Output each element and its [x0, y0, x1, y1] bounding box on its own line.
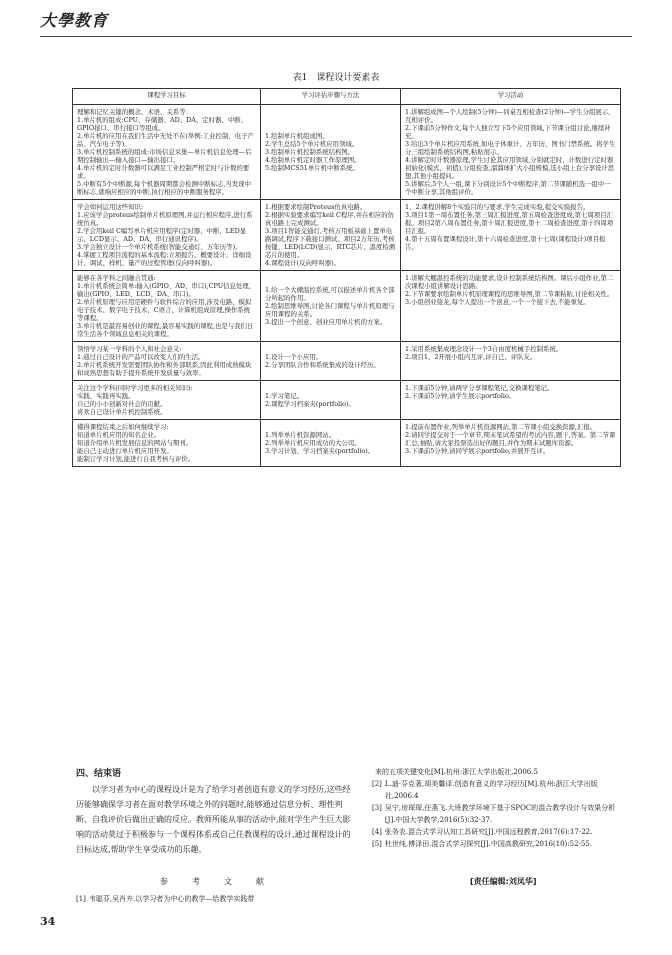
table-header-row: [73, 89, 621, 105]
activity-cell: [401, 200, 621, 271]
cell-line: 懂得课程结束之后如何继续学习:: [77, 423, 169, 431]
reference-item: [372, 826, 622, 838]
section-heading: 四、结束语: [76, 769, 122, 779]
reference-item: [372, 838, 622, 850]
cell-line: 能够在各学科之间融合贯通:: [77, 274, 156, 282]
learning-goal-cell: [73, 105, 261, 200]
cell-line: 4.掌握工程项目流程的基本流程:立项报告、概要设计、详细设计、调试、样机、量产的过程管理(反向呼叫器)。: [77, 251, 252, 267]
reference-text: 吴宁,房琛琛,任燕飞.大班教学环境下基于SPOC的混合教学设计与效果分析[J].中国大学教学,2016(5):32-37.: [384, 804, 616, 824]
cell-line: 3.给出3个单片机应用系统,如电子体重计、万年历、图书门禁系统。将学生分三组绘制系统结构图,粘贴展示。: [405, 140, 616, 156]
cell-line: 2.请同学提交对于一个章节,期末笔试希望的考试内容,题干,答案。第二节课汇总,抽贴,请大家投票选出好的题目,并作为期末试题库资源。: [405, 431, 616, 447]
cell-line: 2.下课前5分钟,请学生展示portfolio。: [405, 392, 516, 400]
assessment-cell: [261, 420, 401, 467]
reference-text: 来的五项关键变化[M].杭州:浙江大学出版社,2006.5: [375, 768, 538, 776]
cell-line: 2.学会用keil C编写单片机应用程序(定时器、中断、LED显示、LCD显示、AD、DA、串行通讯程序)。: [77, 227, 247, 243]
journal-masthead: 大學教育: [40, 11, 109, 30]
cell-line: 1.单片机系统会简单:输入(GPIO、AD、串口),CPU信息处理,输出(GPIO、LED、LCD、DA、串口)。: [77, 282, 251, 298]
cell-line: 3.绘制单片机控制系统结构图。: [265, 148, 355, 156]
table-row: [73, 381, 621, 420]
course-design-table: [72, 88, 621, 467]
activity-cell: [401, 105, 621, 200]
activity-cell: [401, 381, 621, 420]
cell-line: 理解和记忆关键的概念、术语、关系等：: [77, 108, 193, 116]
learning-goal-cell: [73, 381, 261, 420]
table-row: [73, 200, 621, 271]
reference-number: [2]: [372, 780, 382, 788]
activity-cell: [401, 342, 621, 381]
table-caption: 表1 课程设计要素表: [292, 73, 380, 83]
cell-line: 3.提出一个创意、创业应用单片机的方案。: [265, 318, 387, 326]
table-row: [73, 271, 621, 342]
references-left: [76, 893, 361, 905]
cell-line: 4.单片机的定时计数器可以满足工业控制严格定时与计数的要求。: [77, 164, 250, 180]
reference-item: [372, 802, 622, 826]
cell-line: 1.通过自己设计的产品可以改变人们的生活。: [77, 353, 205, 361]
cell-line: 喜欢自己设计单片机控制系统。: [77, 408, 167, 416]
cell-line: 关注这个学科(同时学习更多的相关知识):: [77, 384, 193, 392]
cell-line: 自己的小小创新对社会的贡献。: [77, 400, 167, 408]
cell-line: 1.学习笔记。: [265, 392, 304, 400]
cell-line: 1.单片机的组成:CPU、存储器、AD、DA、定时器、中断、GPIO接口、串行接口等组成。: [77, 116, 248, 132]
column-header: 学习评估步骤与方法: [261, 89, 401, 105]
assessment-cell: [261, 200, 401, 271]
column-header: 课程学习目标: [73, 89, 261, 105]
reference-text: 杜世纯,傅泽田.混合式学习探究[J].中国高教研究,2016(10):52-55.: [384, 840, 593, 848]
cell-line: 4.第十五周布置课程设计,第十六周检查进度,第十七周(课程设计)项目报告。: [405, 235, 606, 251]
header-rule: [40, 36, 632, 37]
cell-line: 2.单片机系统开发需要团队协作和外部联系,因此利用成熟模块和成熟思想有助于提升系统开发质量与效率。: [77, 361, 252, 377]
references-right: [372, 766, 622, 850]
cell-line: 学会如何运用这些知识:: [77, 203, 144, 211]
reference-number: [1]: [76, 895, 86, 903]
cell-line: 5.讲解后,5个人一组,课下分别设计5个中断程序,第二节课随机选一组中一个中断分享,其他组评价。: [405, 180, 611, 196]
reference-item: [372, 766, 622, 778]
cell-line: 1.提前布置作业,列举单片机资源网站,第二节课小组交换资源,汇报。: [405, 423, 597, 431]
cell-line: 2.列举单片机应用成功的大公司。: [265, 439, 361, 447]
cell-line: 2.单片机的应用在我们生活中无处不在(举例:工业控制、电子产品、汽车电子等)。: [77, 132, 254, 148]
reference-item: [372, 778, 622, 802]
cell-line: 3.项目1智能交通灯,考核万用板基础上置单电路调试,程序下载接口测试。项目2万年历,考核按键、LED(LCD)显示、RTC芯片、温度检测芯片的使用。: [265, 227, 396, 259]
cell-line: 2.根据实验要求编写keil C程序,并在相应的仿真电路上完成测试。: [265, 211, 395, 227]
cell-line: 2.单片机原理与应用是硬件与软件综合的应用,涉及电路、模拟电子技术、数字电子技术、C语言、计算机组成原理,操作系统等课程。: [77, 298, 252, 322]
learning-goal-cell: [73, 271, 261, 342]
cell-line: 3.项目1第一周布置任务,第三周汇报进度,第五周检查进度成,第七周项目汇报。项目2第八周布置任务,第十周汇报进度,第十二周检查进度,第十四周项目汇报。: [405, 211, 614, 235]
cell-line: 5.绘制MCS51单片机中断系统。: [265, 164, 359, 172]
cell-line: 2.课程学习档案夹(portfolio)。: [265, 400, 355, 408]
learning-goal-cell: [73, 420, 261, 467]
table-row: [73, 420, 621, 467]
cell-line: 1.给一个大棚温控系统,可以描述单片机各个部分所起的作用。: [265, 286, 395, 302]
cell-line: 1.绘制单片机组成图。: [265, 132, 329, 140]
table-row: [73, 342, 621, 381]
cell-line: 实践、实践再实践。: [77, 392, 135, 400]
reference-number: [4]: [372, 828, 382, 836]
cell-line: 1、2.课程讲解8个实验目的与要求,学生完成实验,提交实验报告。: [405, 203, 590, 211]
cell-line: 2.项目1、2开展小组内互评,评自己、评队友。: [405, 353, 537, 361]
assessment-cell: [261, 271, 401, 342]
reference-item: [76, 893, 361, 905]
cell-line: 4.课程设计(反向呼叫器)。: [265, 259, 340, 267]
cell-line: 1.根据要求绘制Proteus仿真电路。: [265, 203, 367, 211]
conclusion-paragraph: 以学习者为中心的课程设计是为了给学习者创造有意义的学习经历,这些经历能够确保学习者在面对教学环境之外的问题时,能够通过信息分析、理性判断、自我评价后做出正确的反应。教师所能从事的活动中,能对学生产生巨大影响的活动莫过于积极参与一个课程体系或自己任教课程的设计,通过课程设计的目标达成,帮助学生享受成功的乐趣。: [76, 785, 351, 854]
cell-line: 2.学生总结5个单片机应用领域。: [265, 140, 359, 148]
column-header: 学习活动: [401, 89, 621, 105]
reference-text: L.迪·芬克著,胡美馨译.创造有意义的学习经历[M].杭州:浙江大学出版社,2006.4: [384, 780, 598, 800]
cell-line: 3.单片机控制系统的组成:市场信息采集—单片机信息处理—后期控制输出—输入接口—输出接口。: [77, 148, 252, 164]
reference-text: 韦聪芬,吴肖卉.以学习者为中心的教学—给教学实践带: [88, 895, 255, 903]
cell-line: 领悟学习某一学科的个人和社会意义:: [77, 345, 182, 353]
assessment-cell: [261, 381, 401, 420]
cell-line: 2.下节课要求绘制单片机原理课程的思维导图,第二节课粘贴,讨论相关性。: [405, 290, 614, 298]
references-title: 参 考 文 献: [160, 877, 272, 886]
cell-line: 能自己主动进行单片机应用开发。: [77, 447, 173, 455]
cell-line: 能制订学习计划,能进行自我考核与评价。: [77, 455, 195, 463]
cell-line: 4.绘制单片机定时器工作原理图。: [265, 156, 361, 164]
cell-line: 1.讲解组成图—个人绘制(5分钟)—同桌互相检查(2分钟)—学生分组展示,互相评价。: [405, 108, 611, 124]
learning-goal-cell: [73, 200, 261, 271]
cell-line: 3.下课前5分钟,请同学展示portfolio,并展开互评。: [405, 447, 550, 455]
reference-text: 张务农.混合式学习认知工具研究[J].中国远程教育,2017(6):17-22.: [384, 828, 593, 836]
cell-line: 4.讲解定时计数器原理,学生讨论其应用领域,分别就定时、计数进行定时器初始化(模式、初值),分组检查,溜溜球扩大小组规模,选小组上台分享设计思想,其他小组提问。: [405, 156, 615, 180]
cell-line: 1.设计一个小应用。: [265, 353, 323, 361]
cell-line: 1.讲解大棚温控系统的功能要求,设计控制系统结构图。课后小组作业,第二次课程小组讲解设计思路。: [405, 274, 614, 290]
cell-line: 2.分享团队合作和系统集成的设计经历。: [265, 361, 380, 369]
cell-line: 5.中断有5个中断源,每个机器周期都会检测中断标志,当发现中断标志,就响应相应的中断,执行相应的中断服务程序。: [77, 180, 251, 196]
cell-line: 2.绘制思维导图,讨论各门课程与单片机原理与应用课程的关系。: [265, 302, 395, 318]
table-row: [73, 105, 621, 200]
learning-goal-cell: [73, 342, 261, 381]
editor-note: [责任编辑:刘凤华]: [470, 877, 537, 886]
cell-line: 2.下课前5分钟作文,每个人独立写下5个应用领域,下节课分组讨论,继续补充。: [405, 124, 611, 140]
reference-number: [3]: [372, 804, 382, 812]
cell-line: 1.采用系统集成理念设计一个3自由度机械手控制系统。: [405, 345, 563, 353]
cell-line: 1.列举单片机资源网站。: [265, 431, 336, 439]
cell-line: 3.学习计划、学习档案夹(portfolio)。: [265, 447, 375, 455]
cell-line: 3.单片机是最容易创业的课程,最容易实践的课程,也是与我们日常生活各个领域息息相关的课程。: [77, 322, 254, 338]
cell-line: 1.下课前5分钟,请两学分享课程笔记,交换课程笔记。: [405, 384, 554, 392]
cell-line: 知道介绍单片机发展信息的网站与期刊。: [77, 439, 193, 447]
cell-line: 3.小组创业接龙,每个人提出一个创意,一个一个接下去,不能重复。: [405, 298, 590, 306]
cell-line: 3.学会独立设计一个单片机系统(智能交通灯、万年历等)。: [77, 243, 242, 251]
cell-line: 1.应该学会proteus绘制单片机原理图,并运行相应程序,进行系统仿真。: [77, 211, 253, 227]
assessment-cell: [261, 105, 401, 200]
activity-cell: [401, 271, 621, 342]
reference-number: [5]: [372, 840, 382, 848]
page-number: 34: [40, 915, 56, 928]
assessment-cell: [261, 342, 401, 381]
cell-line: 知道单片机应用的知名企业。: [77, 431, 161, 439]
activity-cell: [401, 420, 621, 467]
